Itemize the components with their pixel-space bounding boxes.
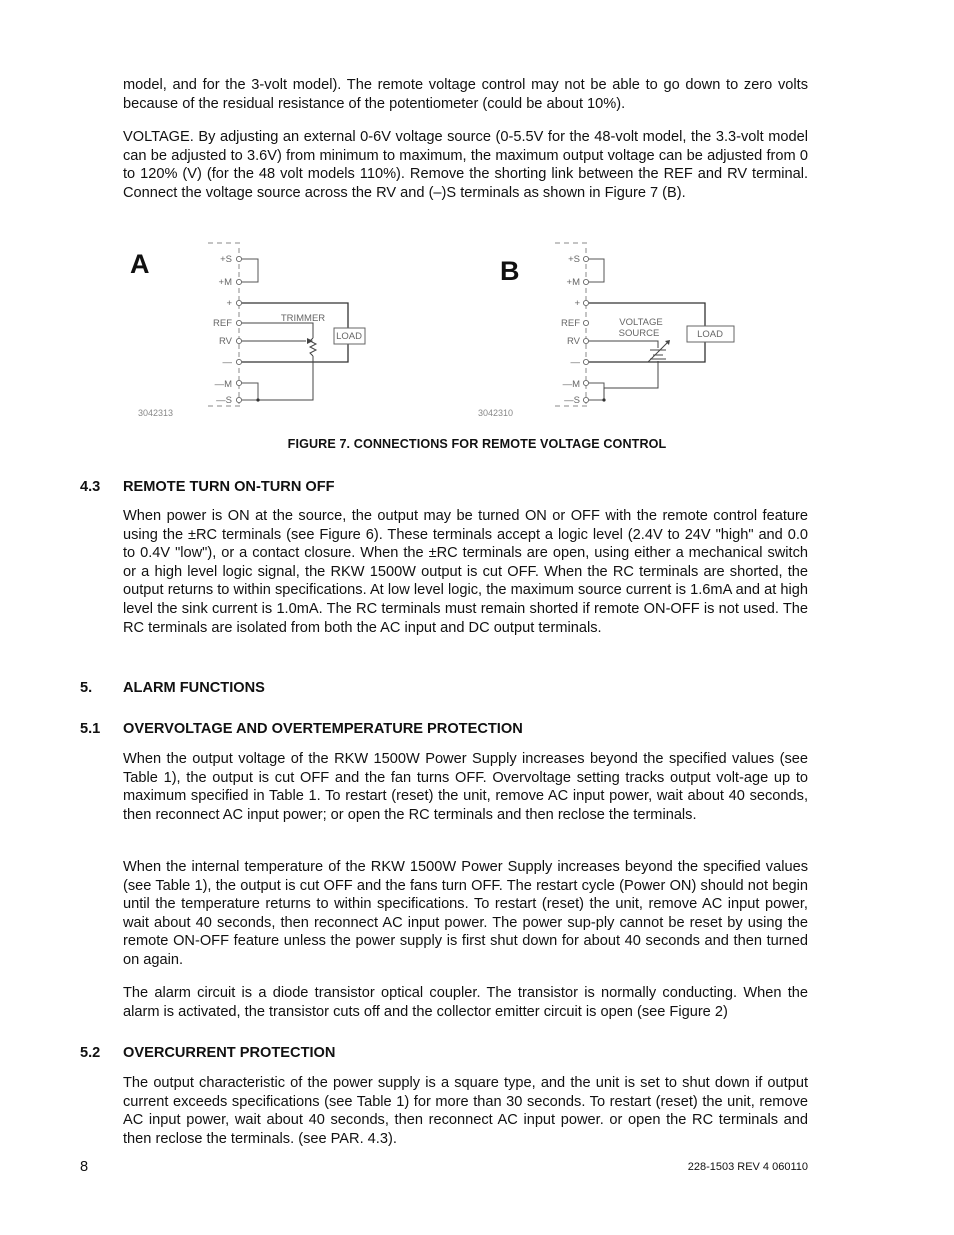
- terminal-label-minus-m: —M: [562, 379, 580, 390]
- svg-text:VOLTAGE: VOLTAGE: [619, 317, 663, 328]
- svg-text:SOURCE: SOURCE: [618, 328, 660, 339]
- svg-text:TRIMMER: TRIMMER: [280, 313, 326, 324]
- svg-text:LOAD: LOAD: [697, 329, 723, 340]
- terminal-label-plus: +: [226, 298, 232, 309]
- svg-text:LOAD: LOAD: [336, 331, 362, 342]
- terminal-label-minus: —: [222, 357, 232, 368]
- figure-caption: FIGURE 7. CONNECTIONS FOR REMOTE VOLTAGE CONTROL: [287, 437, 667, 451]
- section-title-alarm-functions: ALARM FUNCTIONS: [123, 680, 265, 696]
- svg-text:3042310: 3042310: [478, 408, 514, 418]
- section-number-4-3: 4.3: [80, 479, 101, 495]
- paragraph-voltage-adjust: VOLTAGE. By adjusting an external 0-6V voltage source (0-5.5V for the 48-volt model, the 3.3-volt model can be adjusted to 3.6V) from minimum to maximum, the maximum output voltage can be adjusted from 0 to 120% (V) (for the 48 volt models 110%). Remove the shorting link between the REF and RV terminal. Connect the voltage source across the RV and (–)S terminals as shown in Figure 7 (B).: [123, 129, 808, 201]
- terminal-label-plus-s: +S: [220, 254, 232, 265]
- terminal-label-rv: RV: [218, 336, 232, 347]
- page-number: 8: [80, 1159, 89, 1175]
- panel-b: [478, 243, 734, 418]
- terminal-label-minus: —: [570, 357, 580, 368]
- section-number-5-2: 5.2: [80, 1045, 101, 1061]
- terminal-label-ref: REF: [561, 318, 580, 329]
- panel-b-letter: B: [500, 256, 520, 286]
- terminal-label-plus-m: +M: [218, 277, 232, 288]
- paragraph-remote-control-intro: model, and for the 3-volt model). The remote voltage control may not be able to go down to zero volts because of the residual resistance of the potentiometer (could be about 10%).: [123, 77, 808, 112]
- paragraph-overcurrent: The output characteristic of the power supply is a square type, and the unit is set to shut down if output current exceeds specifications (see Table 1) for more than 30 seconds. To restart (reset) the unit, remove AC input power, wait about 40 seconds, then reconnect AC input power. or open the RC terminals and then reclose the terminals. (see PAR. 4.3).: [123, 1075, 808, 1147]
- section-title-remote-on-off: REMOTE TURN ON-TURN OFF: [123, 479, 335, 495]
- terminal-label-minus-s: —S: [216, 395, 232, 406]
- terminal-label-ref: REF: [213, 318, 232, 329]
- paragraph-alarm-circuit: The alarm circuit is a diode transistor optical coupler. The transistor is normally conducting. When the alarm is activated, the transistor cuts off and the collector emitter circuit is open (see Figure 2): [123, 985, 808, 1020]
- section-number-5: 5.: [80, 680, 93, 696]
- section-title-overcurrent: OVERCURRENT PROTECTION: [123, 1045, 336, 1061]
- panel-a-letter: A: [130, 249, 150, 279]
- paragraph-overtemperature: When the internal temperature of the RKW 1500W Power Supply increases beyond the specified values (see Table 1), the output is cut OFF and the fans turn OFF. The restart cycle (Power ON) should not begin until the temperature returns to within specifications. To restart (reset) the unit, remove AC input power, wait about 40 seconds, then reconnect AC input power. The power sup-ply cannot be reset by using the remote ON-OFF feature unless the power supply is first shut down for about 40 seconds and then turned on again.: [123, 859, 808, 968]
- paragraph-remote-on-off: When power is ON at the source, the output may be turned ON or OFF with the remote control feature using the ±RC terminals (see Figure 6). These terminals accept a logic level (2.4V to 24V "high" and 0.0 to 0.4V "low"), or a contact closure. When the ±RC terminals are open, using either a mechanical switch or a high level logic signal, the RKW 1500W output is cut OFF. When the RC terminals are shorted, the output returns to within specifications. At low level logic, the maximum source current is 1.6mA and at high level the sink current is 1.0mA. The RC terminals must remain shorted if remote ON-OFF is not used. The RC terminals are isolated from both the AC input and DC output terminals.: [123, 508, 808, 636]
- paragraph-overvoltage: When the output voltage of the RKW 1500W Power Supply increases beyond the specified values (see Table 1), the output is cut OFF and the fan turns OFF. Overvoltage setting tracks output volt-age up to maximum specified in Table 1. To restart (reset) the unit, remove AC input power, wait about 40 seconds, then reconnect AC input power; or open the RC terminals and then reclose the terminals.: [123, 751, 808, 823]
- terminal-label-plus: +: [574, 298, 580, 309]
- section-number-5-1: 5.1: [80, 721, 101, 737]
- terminal-label-minus-s: —S: [564, 395, 580, 406]
- svg-text:3042313: 3042313: [138, 408, 174, 418]
- figure-7-diagram: [0, 230, 954, 430]
- terminal-label-minus-m: —M: [214, 379, 232, 390]
- terminal-label-plus-m: +M: [566, 277, 580, 288]
- panel-a: [130, 243, 365, 418]
- section-title-overvoltage: OVERVOLTAGE AND OVERTEMPERATURE PROTECTION: [123, 721, 523, 737]
- terminal-label-rv: RV: [566, 336, 580, 347]
- document-reference: 228-1503 REV 4 060110: [687, 1161, 808, 1173]
- terminal-label-plus-s: +S: [568, 254, 580, 265]
